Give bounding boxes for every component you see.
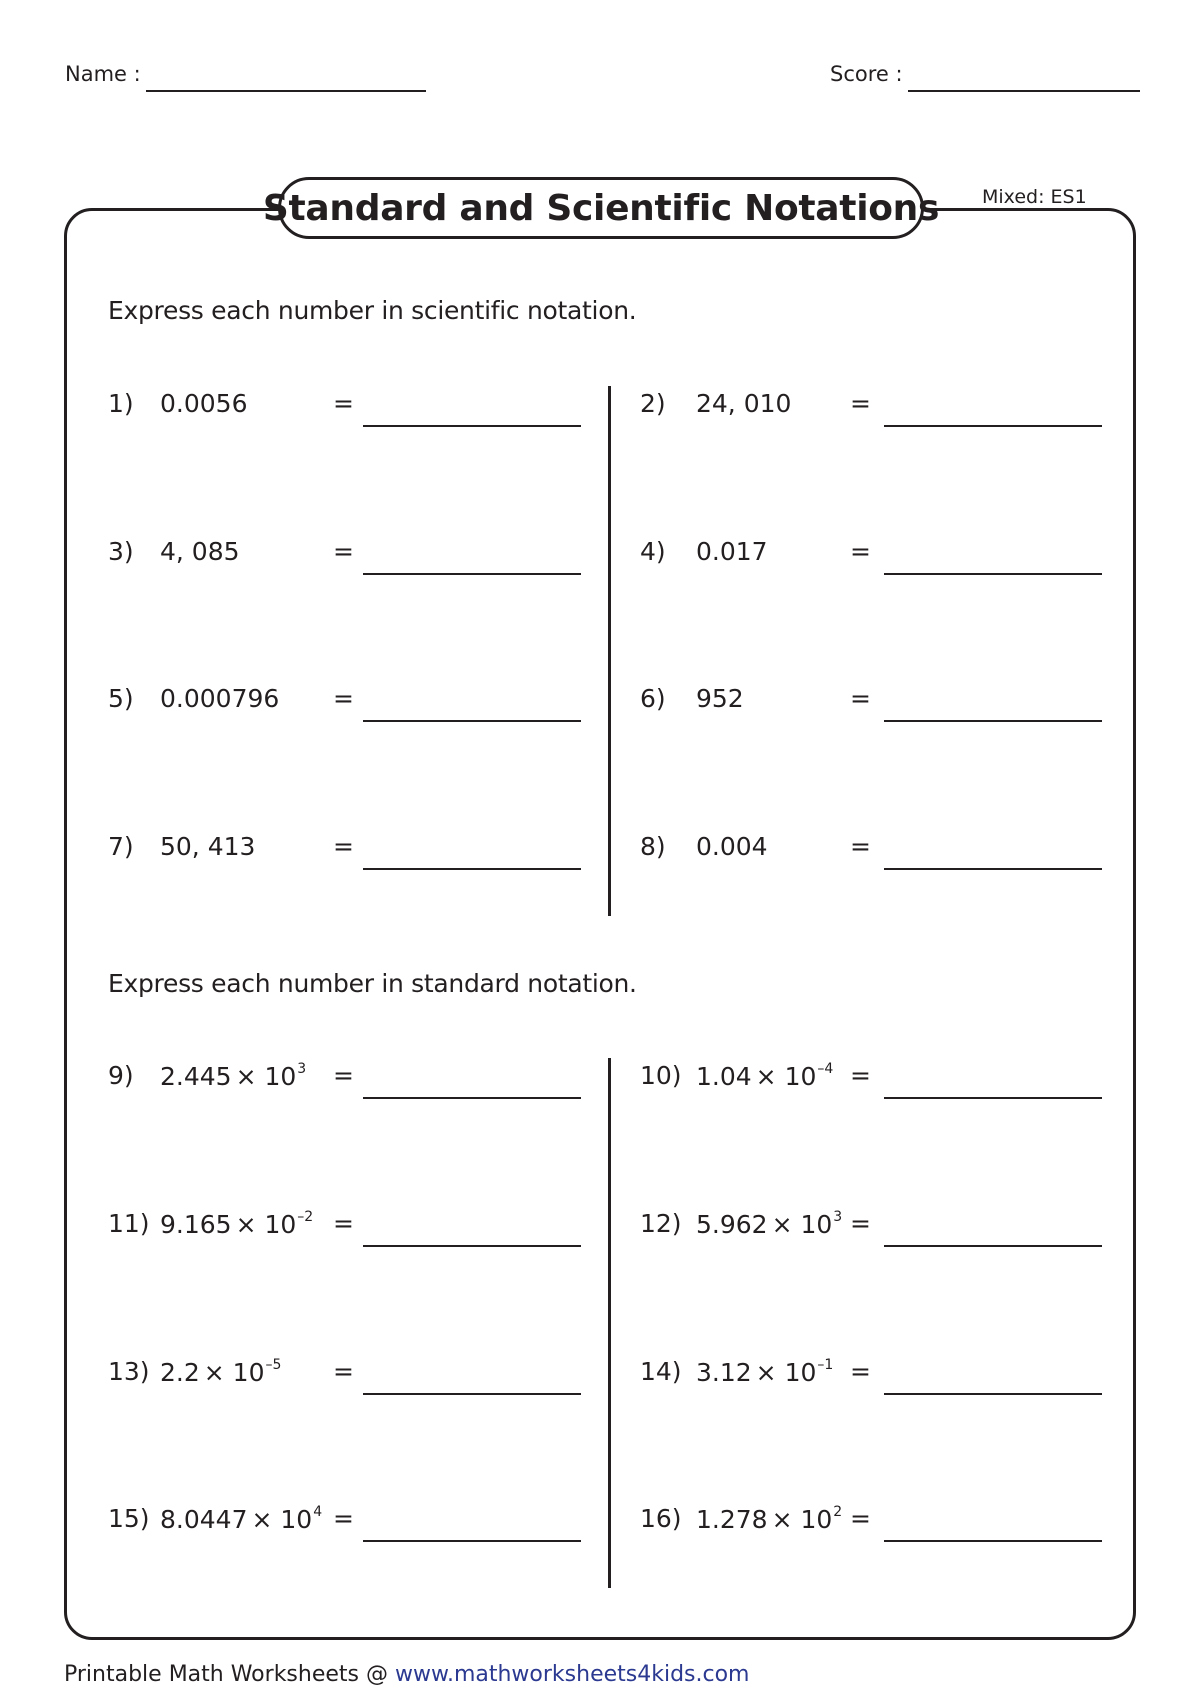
footer-link[interactable]: www.mathworksheets4kids.com xyxy=(394,1662,750,1687)
exponent: 2 xyxy=(833,1504,843,1520)
answer-field[interactable] xyxy=(884,1540,1102,1542)
answer-field[interactable] xyxy=(884,720,1102,722)
equals-sign: = xyxy=(850,1357,871,1386)
problem-value: 50, 413 xyxy=(160,832,256,861)
exponent: –1 xyxy=(817,1357,834,1373)
answer-field[interactable] xyxy=(363,573,581,575)
problem-value xyxy=(160,1357,281,1387)
equals-sign: = xyxy=(333,537,354,566)
times-ten: × 10 xyxy=(755,1358,817,1387)
answer-field[interactable] xyxy=(363,720,581,722)
problem-value: 0.017 xyxy=(696,537,768,566)
answer-field[interactable] xyxy=(363,1540,581,1542)
answer-field[interactable] xyxy=(363,1393,581,1395)
name-label: Name : xyxy=(65,62,141,86)
exponent: –4 xyxy=(817,1061,834,1077)
times-ten: × 10 xyxy=(771,1210,833,1239)
problem-number: 14) xyxy=(640,1357,682,1386)
problem-number: 12) xyxy=(640,1209,682,1238)
equals-sign: = xyxy=(850,832,871,861)
problem-value xyxy=(160,1209,313,1239)
problem-number: 3) xyxy=(108,537,134,566)
answer-field[interactable] xyxy=(884,573,1102,575)
problem-value: 24, 010 xyxy=(696,389,792,418)
section2-divider xyxy=(608,1058,611,1588)
mantissa: 1.278 xyxy=(696,1505,768,1534)
times-ten: × 10 xyxy=(203,1358,265,1387)
equals-sign: = xyxy=(850,1209,871,1238)
problem-number: 7) xyxy=(108,832,134,861)
answer-field[interactable] xyxy=(884,868,1102,870)
problem-number: 15) xyxy=(108,1504,150,1533)
problem-number: 13) xyxy=(108,1357,150,1386)
exponent: –2 xyxy=(297,1209,314,1225)
page-title: Standard and Scientific Notations xyxy=(278,177,924,239)
section2-instruction: Express each number in standard notation. xyxy=(108,969,637,998)
problem-value xyxy=(696,1209,842,1239)
mantissa: 1.04 xyxy=(696,1062,752,1091)
equals-sign: = xyxy=(333,832,354,861)
worksheet-frame xyxy=(64,208,1136,1640)
exponent: 3 xyxy=(833,1209,843,1225)
times-ten: × 10 xyxy=(235,1210,297,1239)
problem-value xyxy=(160,1061,306,1091)
exponent: –5 xyxy=(265,1357,282,1373)
problem-value: 4, 085 xyxy=(160,537,240,566)
answer-field[interactable] xyxy=(884,1097,1102,1099)
times-ten: × 10 xyxy=(251,1505,313,1534)
mantissa: 2.2 xyxy=(160,1358,200,1387)
problem-value: 0.004 xyxy=(696,832,768,861)
times-ten: × 10 xyxy=(235,1062,297,1091)
problem-value: 0.000796 xyxy=(160,684,280,713)
section1-divider xyxy=(608,386,611,916)
worksheet-code: Mixed: ES1 xyxy=(982,186,1087,208)
equals-sign: = xyxy=(333,1504,354,1533)
answer-field[interactable] xyxy=(884,1245,1102,1247)
score-field[interactable] xyxy=(908,90,1140,92)
name-field[interactable] xyxy=(146,90,426,92)
problem-value xyxy=(160,1504,322,1534)
answer-field[interactable] xyxy=(884,1393,1102,1395)
answer-field[interactable] xyxy=(363,868,581,870)
equals-sign: = xyxy=(850,684,871,713)
answer-field[interactable] xyxy=(884,425,1102,427)
mantissa: 9.165 xyxy=(160,1210,232,1239)
score-label: Score : xyxy=(830,62,903,86)
footer-prefix: Printable Math Worksheets @ xyxy=(64,1662,395,1687)
problem-number: 10) xyxy=(640,1061,682,1090)
exponent: 3 xyxy=(297,1061,307,1077)
problem-number: 6) xyxy=(640,684,666,713)
problem-value xyxy=(696,1504,842,1534)
equals-sign: = xyxy=(850,1061,871,1090)
answer-field[interactable] xyxy=(363,1245,581,1247)
equals-sign: = xyxy=(850,389,871,418)
equals-sign: = xyxy=(333,1209,354,1238)
problem-number: 8) xyxy=(640,832,666,861)
mantissa: 5.962 xyxy=(696,1210,768,1239)
problem-number: 16) xyxy=(640,1504,682,1533)
problem-value xyxy=(696,1357,833,1387)
equals-sign: = xyxy=(333,1061,354,1090)
mantissa: 8.0447 xyxy=(160,1505,248,1534)
problem-value: 0.0056 xyxy=(160,389,248,418)
answer-field[interactable] xyxy=(363,425,581,427)
times-ten: × 10 xyxy=(771,1505,833,1534)
equals-sign: = xyxy=(850,537,871,566)
times-ten: × 10 xyxy=(755,1062,817,1091)
mantissa: 3.12 xyxy=(696,1358,752,1387)
equals-sign: = xyxy=(333,684,354,713)
equals-sign: = xyxy=(850,1504,871,1533)
problem-value xyxy=(696,1061,833,1091)
mantissa: 2.445 xyxy=(160,1062,232,1091)
footer xyxy=(64,1662,749,1687)
problem-number: 1) xyxy=(108,389,134,418)
answer-field[interactable] xyxy=(363,1097,581,1099)
equals-sign: = xyxy=(333,1357,354,1386)
section1-instruction: Express each number in scientific notation. xyxy=(108,296,637,325)
problem-number: 2) xyxy=(640,389,666,418)
problem-value: 952 xyxy=(696,684,744,713)
problem-number: 11) xyxy=(108,1209,150,1238)
problem-number: 9) xyxy=(108,1061,134,1090)
exponent: 4 xyxy=(313,1504,323,1520)
problem-number: 4) xyxy=(640,537,666,566)
problem-number: 5) xyxy=(108,684,134,713)
equals-sign: = xyxy=(333,389,354,418)
